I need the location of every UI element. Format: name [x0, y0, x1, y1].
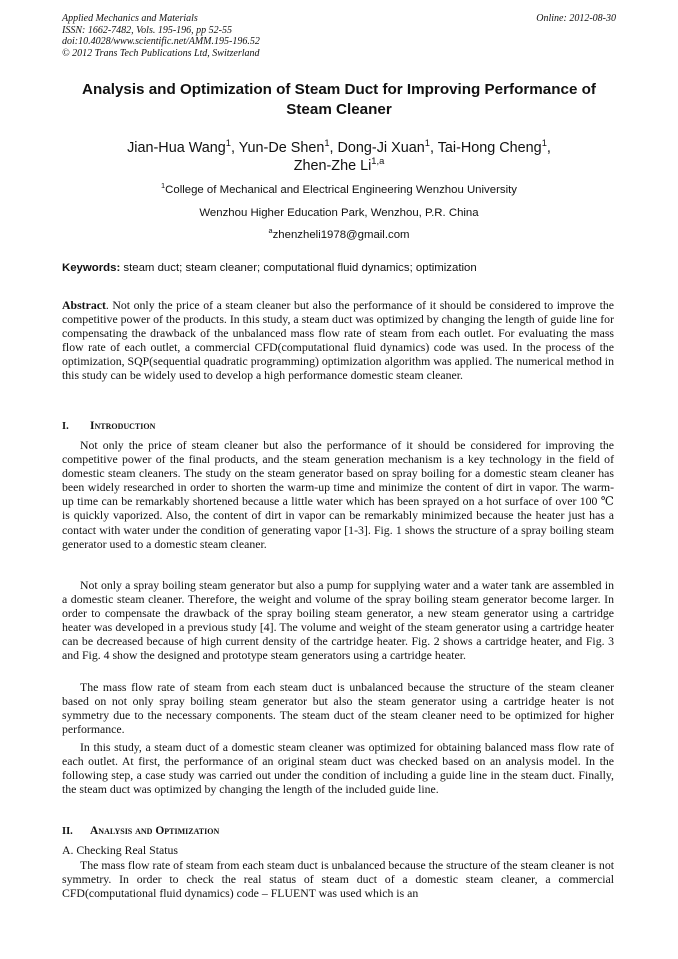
doi-line: doi:10.4028/www.scientific.net/AMM.195-196.52: [62, 36, 260, 48]
abstract-text: . Not only the price of a steam cleaner but also the performance of it should be considered to improve the competitive power of the products. In this study, a steam duct was optimized by changing the length of guide line for compensating the drawback of the unbalanced mass flow rate of steam from each outlet. For evaluating the mass flow rate of each outlet, a commercial CFD(computational fluid dynamics) code was used. In the process of the optimization, SQP(sequential quadratic programming) optimization algorithm was applied. The numerical method in this study can be widely used to develop a high performance domestic steam cleaner.: [62, 298, 614, 383]
issn-line: ISSN: 1662-7482, Vols. 195-196, pp 52-55: [62, 24, 232, 36]
subsection-heading-checking-real-status: A. Checking Real Status: [62, 843, 178, 857]
author-affiliation-mark: 1: [424, 138, 430, 149]
author-name: Jian-Hua Wang: [127, 140, 226, 156]
author-affiliation-mark: 1: [541, 138, 547, 149]
author-name: Yun-De Shen: [238, 140, 325, 156]
journal-name: Applied Mechanics and Materials: [62, 13, 198, 24]
affiliation-line-1: $^1$College of Mechanical and Electrical Engineering Wenzhou University: [161, 181, 517, 196]
keywords-label: Keywords:: [62, 262, 121, 274]
author-name: Dong-Ji Xuan: [337, 140, 425, 156]
author-affiliation-mark: 1: [225, 138, 231, 149]
copyright-line: © 2012 Trans Tech Publications Ltd, Switzerland: [62, 47, 260, 59]
journal-header: [62, 13, 260, 59]
introduction-paragraph-1: Not only the price of steam cleaner but also the performance of it should be considered for improving the competitive power of the final products, and the steam generation mechanism is a key technology in the field of domestic steam cleaners. The study on the steam generator based on spray boiling for a domestic steam cleaner has been widely researched in order to shorten the warm-up time and minimize the content of dirt in vapor. The warm-up time can be remarkably shortened because a little water which has been sprayed on a hot surface of over 100 ℃ is quickly vaporized. Also, the content of dirt in vapor can be remarkably minimized because the heater just has a contact with water under the condition of generating vapor [1-3]. Fig. 1 shows the structure of a spray boiling steam generator used to a domestic steam cleaner.: [62, 438, 614, 551]
section-heading-introduction: I. Introduction: [62, 420, 156, 432]
affiliation-line-2: Wenzhou Higher Education Park, Wenzhou, P.R. China: [199, 207, 479, 219]
keywords: [62, 261, 622, 275]
author-affiliation-mark: 1,a: [371, 156, 385, 167]
section-heading-analysis: II. Analysis and Optimization: [62, 825, 220, 837]
abstract: [62, 298, 614, 383]
keywords-text: steam duct; steam cleaner; computational fluid dynamics; optimization: [123, 262, 477, 274]
author-list: Jian-Hua Wang$^1$, Yun-De Shen$^1$, Dong-Ji Xuan$^1$, Tai-Hong Cheng$^1$, Zhen-Zhe Li$^{1,a}$: [127, 138, 551, 174]
introduction-paragraph-2: Not only a spray boiling steam generator but also a pump for supplying water and a water tank are assembled in a domestic steam cleaner. Therefore, the weight and volume of the spray boiling steam generator become larger. In order to compensate the drawback of the spray boiling steam generator, a new steam generator using a cartridge heater was developed in a previous study [4]. The volume and weight of the steam generator using a cartridge heater can be decreased because of high current density of the cartridge heater. Fig. 2 shows a cartridge heater, and Fig. 3 and Fig. 4 show the designed and prototype steam generators using a cartridge heater.: [62, 578, 614, 663]
introduction-paragraph-4: In this study, a steam duct of a domestic steam cleaner was optimized for obtaining balanced mass flow rate of each outlet. At first, the performance of an original steam duct was checked based on an analysis model. In the following step, a case study was carried out under the condition of including a guide line in the steam duct. Finally, the steam duct was optimized by changing the length of the included guide line.: [62, 740, 614, 797]
online-date: Online: 2012-08-30: [536, 13, 616, 24]
author-email: $^a$zhenzheli1978@gmail.com: [268, 226, 410, 241]
author-affiliation-mark: 1: [324, 138, 330, 149]
subsection-a-paragraph: The mass flow rate of steam from each steam duct is unbalanced because the structure of the steam cleaner is not symmetry. In order to check the real status of steam duct of a domestic steam cleaner, a commercial CFD(computational fluid dynamics) code – FLUENT was used which is an: [62, 858, 614, 901]
author-name: Tai-Hong Cheng: [437, 140, 542, 156]
paper-title: Analysis and Optimization of Steam Duct for Improving Performance of Steam Cleaner: [82, 81, 596, 118]
abstract-label: Abstract: [62, 298, 106, 312]
introduction-paragraph-3: The mass flow rate of steam from each steam duct is unbalanced because the structure of the steam cleaner based on not only spray boiling steam generator but also the steam generator using a cartridge heater is not symmetry due to the necessary components. The steam duct of the steam cleaner need to be optimized for higher performance.: [62, 680, 614, 737]
author-name: Zhen-Zhe Li: [293, 158, 372, 174]
